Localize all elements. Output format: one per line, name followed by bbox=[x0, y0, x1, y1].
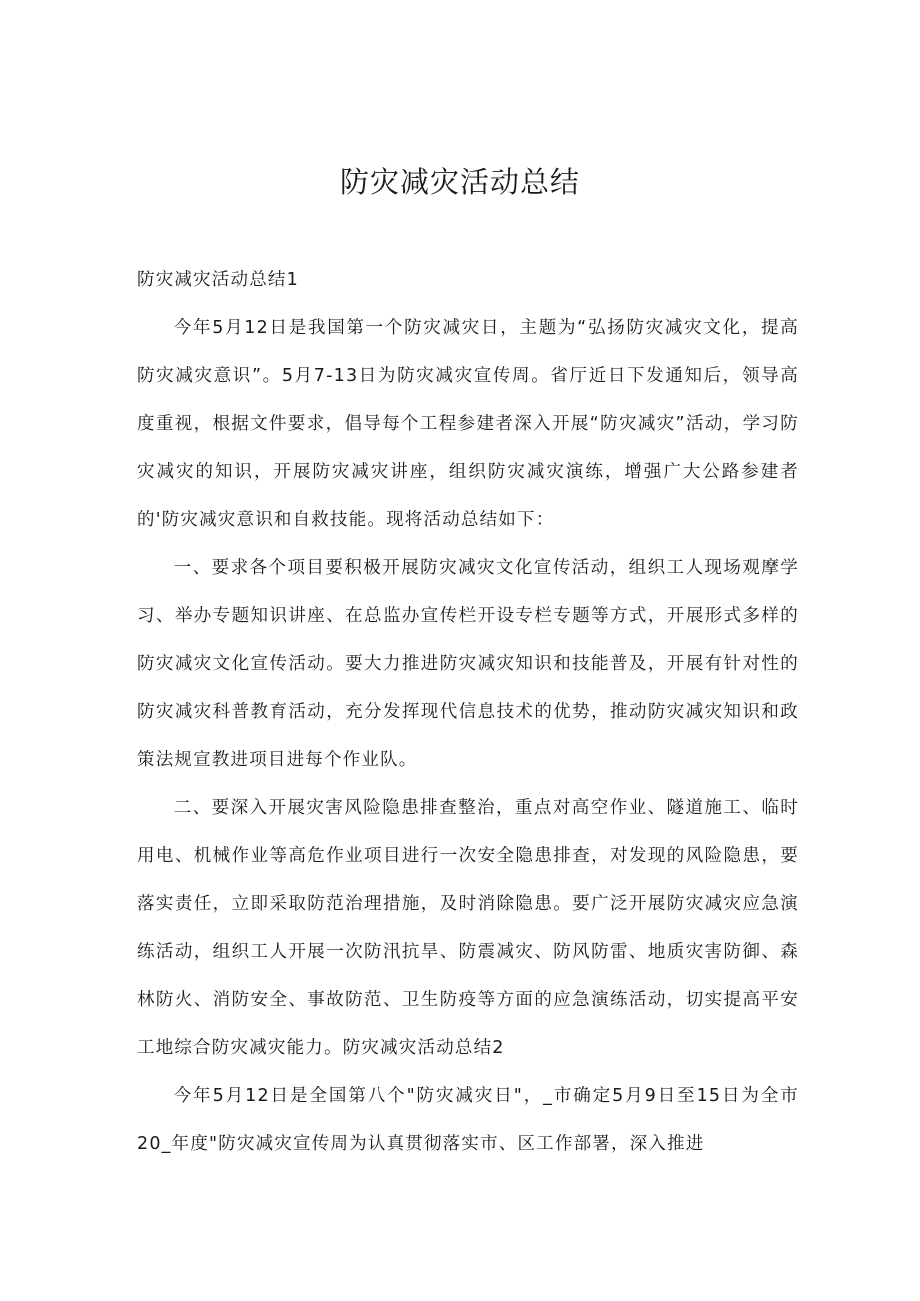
section-heading: 防灾减灾活动总结1 bbox=[137, 270, 299, 290]
paragraph-summary-two: 今年5月12日是全国第八个"防灾减灾日"，_市确定5月9日至15日为全市20_年度"防灾减灾宣传周为认真贯彻落实市、区工作部署，深入推进 bbox=[137, 1086, 799, 1154]
paragraph-intro: 今年5月12日是我国第一个防灾减灾日，主题为“弘扬防灾减灾文化，提高防灾减灾意识”。5月7-13日为防灾减灾宣传周。省厅近日下发通知后，领导高度重视，根据文件要求，倡导每个工程参建者深入开展“防灾减灾”活动，学习防灾减灾的知识，开展防灾减灾讲座，组织防灾减灾演练，增强广大公路参建者的'防灾减灾意识和自救技能。现将活动总结如下： bbox=[137, 318, 799, 530]
paragraph-item-one: 一、要求各个项目要积极开展防灾减灾文化宣传活动，组织工人现场观摩学习、举办专题知识讲座、在总监办宣传栏开设专栏专题等方式，开展形式多样的防灾减灾文化宣传活动。要大力推进防灾减灾知识和技能普及，开展有针对性的防灾减灾科普教育活动，充分发挥现代信息技术的优势，推动防灾减灾知识和政策法规宣教进项目进每个作业队。 bbox=[137, 558, 799, 770]
document-title: 防灾减灾活动总结 bbox=[339, 165, 580, 199]
document-body bbox=[137, 256, 799, 1168]
paragraph-item-two: 二、要深入开展灾害风险隐患排查整治，重点对高空作业、隧道施工、临时用电、机械作业等高危作业项目进行一次安全隐患排查，对发现的风险隐患，要落实责任，立即采取防范治理措施，及时消除隐患。要广泛开展防灾减灾应急演练活动，组织工人开展一次防汛抗旱、防震减灾、防风防雷、地质灾害防御、森林防火、消防安全、事故防范、卫生防疫等方面的应急演练活动，切实提高平安工地综合防灾减灾能力。防灾减灾活动总结2 bbox=[137, 798, 799, 1058]
